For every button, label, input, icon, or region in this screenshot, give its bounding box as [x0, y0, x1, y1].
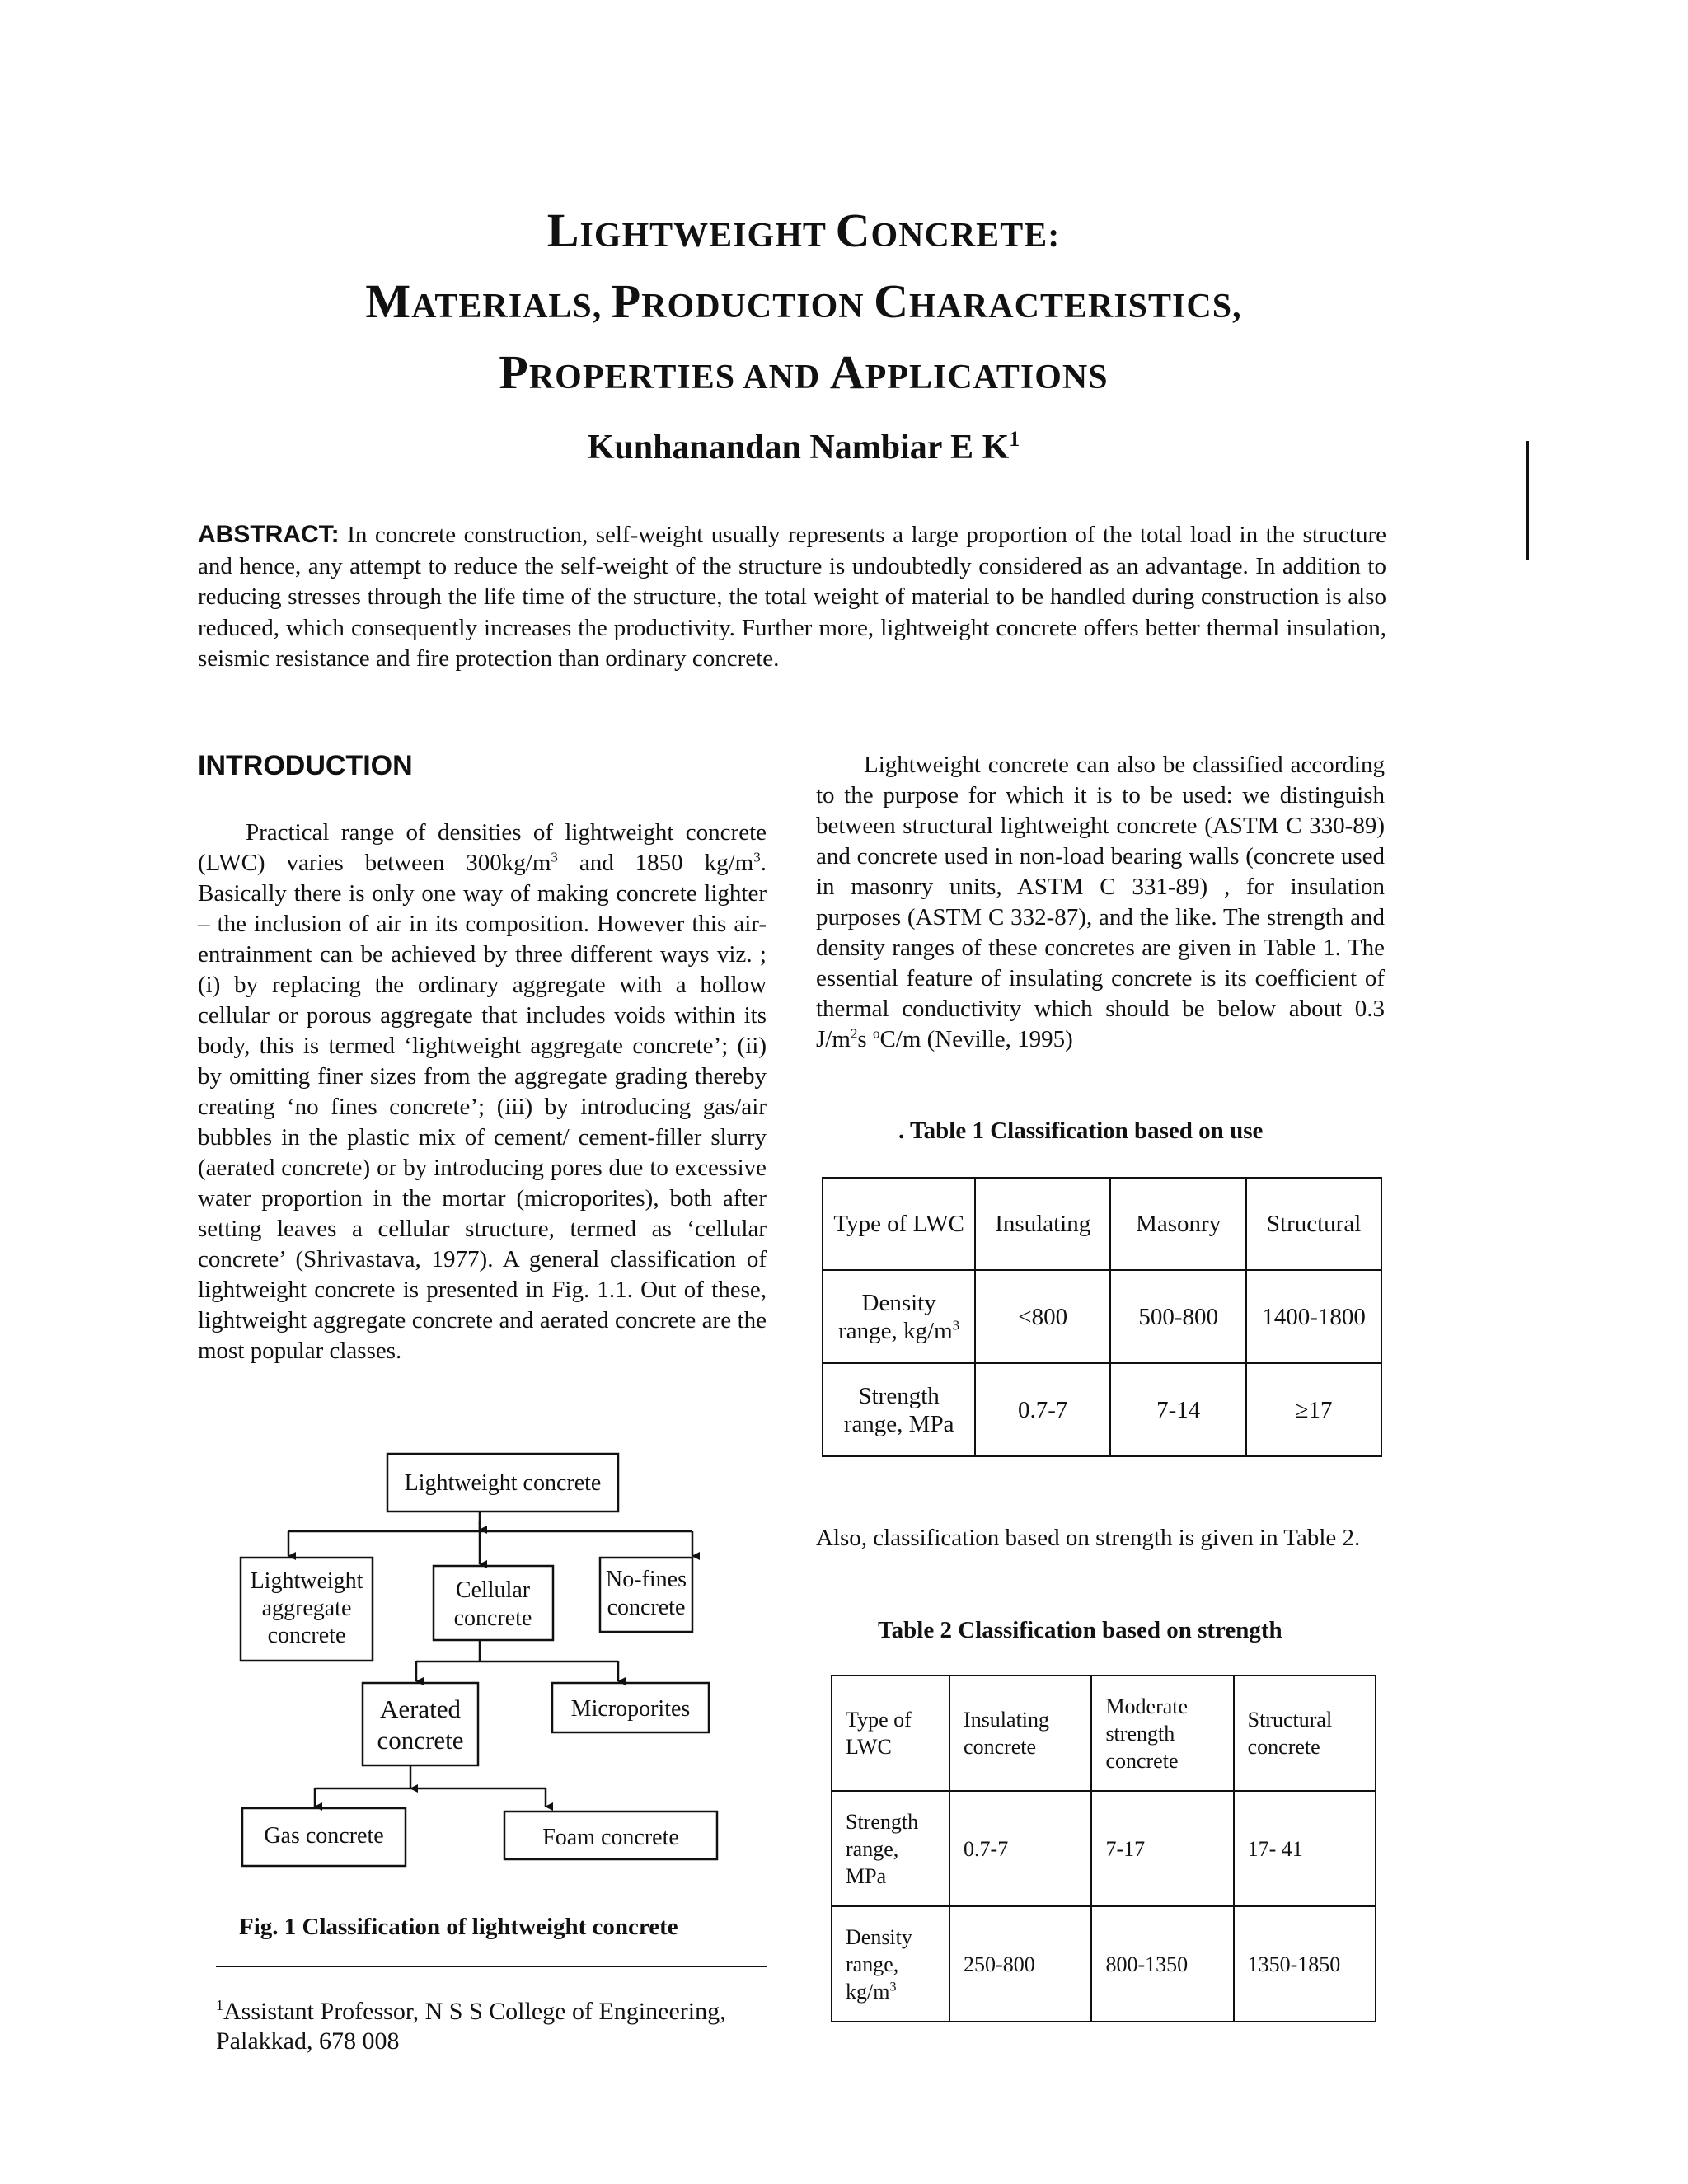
table-2-header-cell: Type of LWC	[832, 1675, 950, 1791]
table-1-row	[823, 1363, 1381, 1456]
table-1	[822, 1177, 1382, 1457]
node-aerated-line1: Aerated	[379, 1694, 462, 1723]
introduction-paragraph: Practical range of densities of lightweight concrete (LWC) varies between $300kg/m^3$ and 1850 $kg/m^3$. Basically there is only one way of making concrete lighter – the inclusion of air in its composition. However this air-entrainment can be achieved by three different ways viz. ; (i) by replacing the ordinary aggregate with a hollow cellular or porous aggregate that includes voids within its body, this is termed ‘lightweight aggregate concrete’; (ii) by omitting finer sizes from the aggregate grading thereby creating ‘no fines concrete’; (iii) by introducing gas/air bubbles in the plastic mix of cement/ cement-filler slurry (aerated concrete) or by introducing pores due to excessive water proportion in the mortar (microporites), both after setting leaves a cellular structure, termed as ‘cellular concrete’ (Shrivastava, 1977). A general classification of lightweight concrete is presented in Fig. 1.1. Out of these, lightweight aggregate concrete and aerated concrete are the most popular classes.	[198, 819, 767, 1364]
table-1-header-cell: Insulating	[975, 1178, 1110, 1270]
node-cellular-line1: Cellular	[455, 1577, 531, 1603]
paper-title	[0, 198, 1607, 410]
right-column-paragraph: Lightweight concrete can also be classified according to the purpose for which it is to be used: we distinguish between structural lightweight concrete (ASTM C 330-89) and concrete used in non-load bearing walls (concrete used in masonry units, ASTM C 331-89) , for insulation purposes (ASTM C 332-87), and the like. The strength and density ranges of these concretes are given in Table 1. The essential feature of insulating concrete is its coefficient of thermal conductivity which should be below about 0.3 $J/m^2s$ $^o$C/m (Neville, 1995)	[816, 752, 1385, 1052]
table-2-cell: 7-17	[1091, 1791, 1233, 1906]
node-cellular-line2: concrete	[453, 1605, 532, 1631]
section-heading-introduction: INTRODUCTION	[198, 750, 413, 781]
figure-1-caption: Fig. 1 Classification of lightweight concrete	[239, 1914, 678, 1940]
table-1-row	[823, 1270, 1381, 1363]
table-1-cell: <800	[975, 1270, 1110, 1363]
table-1-header-row	[823, 1178, 1381, 1270]
table-2-cell: 0.7-7	[950, 1791, 1091, 1906]
table-1-cell: 1400-1800	[1246, 1270, 1381, 1363]
table-1-caption: . Table 1 Classification based on use	[898, 1118, 1264, 1144]
node-lwa-line2: aggregate	[261, 1596, 352, 1621]
table-1-cell: 0.7-7	[975, 1363, 1110, 1456]
table-2-header-cell: Moderate strength concrete	[1091, 1675, 1233, 1791]
node-lwa-line1: Lightweight	[250, 1568, 363, 1594]
figure-1-classification-diagram	[231, 1451, 758, 1879]
table-1-cell: ≥17	[1246, 1363, 1381, 1456]
table-2	[831, 1675, 1376, 2022]
table-2-row	[832, 1791, 1376, 1906]
node-microporites: Microporites	[570, 1696, 691, 1722]
table-1-header-cell: Structural	[1246, 1178, 1381, 1270]
node-gas-concrete: Gas concrete	[264, 1823, 384, 1849]
node-lightweight-concrete: Lightweight concrete	[404, 1470, 602, 1496]
author: Kunhanandan Nambiar E $K^1$	[587, 427, 1020, 466]
margin-change-bar	[1526, 441, 1529, 560]
table-2-row-label: Density range, $kg/m^3$	[832, 1906, 950, 2022]
table-1-header-cell: Masonry	[1110, 1178, 1246, 1270]
table-2-intro-paragraph: Also, classification based on strength is given in Table 2.	[816, 1525, 1361, 1551]
node-aerated-line2: concrete	[377, 1726, 464, 1755]
footnote-rule	[216, 1966, 767, 1967]
title-line-3: PROPERTIES AND APPLICATIONS	[499, 345, 1109, 399]
table-2-caption: Table 2 Classification based on strength	[878, 1617, 1282, 1643]
table-2-cell: 800-1350	[1091, 1906, 1233, 2022]
table-1-cell: 7-14	[1110, 1363, 1246, 1456]
title-line-1: LIGHTWEIGHT CONCRETE:	[546, 204, 1061, 257]
table-1-row-label: Density range, $kg/m^3$	[823, 1270, 975, 1363]
node-nofines-line2: concrete	[607, 1595, 686, 1620]
table-2-cell: 250-800	[950, 1906, 1091, 2022]
table-1-cell: 500-800	[1110, 1270, 1246, 1363]
node-nofines-line1: No-fines	[606, 1567, 687, 1592]
table-2-header-cell: Insulating concrete	[950, 1675, 1091, 1791]
table-1-row-label: Strength range, MPa	[823, 1363, 975, 1456]
table-2-header-row	[832, 1675, 1376, 1791]
table-2-row	[832, 1906, 1376, 2022]
title-line-2: MATERIALS, PRODUCTION CHARACTERISTICS,	[365, 274, 1242, 328]
table-2-cell: 1350-1850	[1234, 1906, 1376, 2022]
table-2-row-label: Strength range, MPa	[832, 1791, 950, 1906]
abstract-label: ABSTRACT:	[198, 521, 340, 548]
abstract-text: In concrete construction, self-weight usually represents a large proportion of the total load in the structure and hence, any attempt to reduce the self-weight of the structure is undoubtedly considered as an advantage. In addition to reducing stresses through the life time of the structure, the total weight of material to be handled during construction is also reduced, which consequently increases the productivity. Further more, lightweight concrete offers better thermal insulation, seismic resistance and fire protection than ordinary concrete.	[198, 522, 1386, 672]
table-1-header-cell: Type of LWC	[823, 1178, 975, 1270]
table-2-header-cell: Structural concrete	[1234, 1675, 1376, 1791]
node-lwa-line3: concrete	[267, 1623, 346, 1648]
table-2-cell: 17- 41	[1234, 1791, 1376, 1906]
footnote: $^1$Assistant Professor, N S S College of Engineering, Palakkad, 678 008	[216, 1997, 726, 2055]
node-foam-concrete: Foam concrete	[542, 1825, 679, 1850]
abstract	[198, 519, 1386, 675]
